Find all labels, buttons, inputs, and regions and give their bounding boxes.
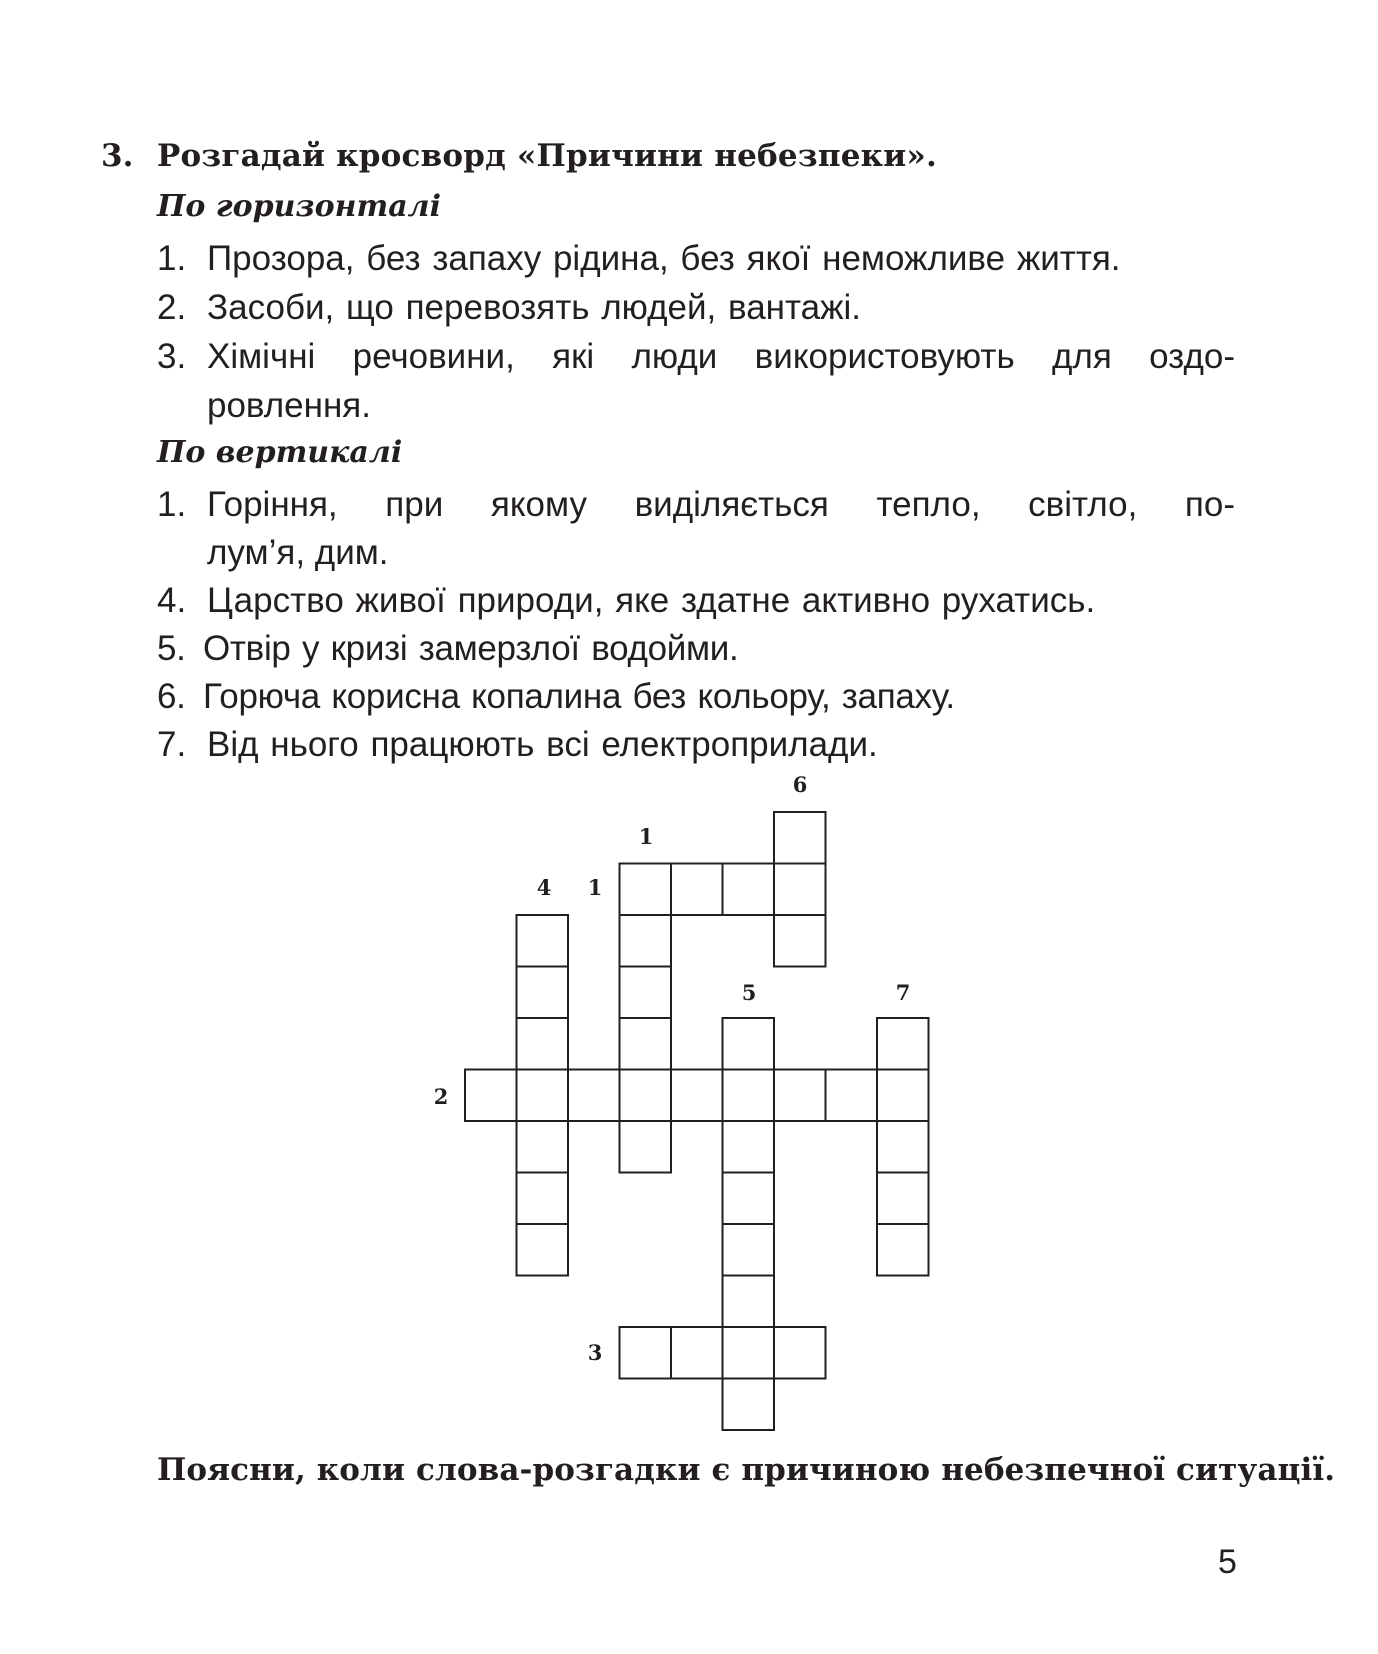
crossword-cell[interactable] <box>517 1018 569 1070</box>
crossword-cell[interactable] <box>568 1070 620 1122</box>
crossword-cell[interactable] <box>774 1070 826 1122</box>
label-5: 5 <box>741 980 757 1005</box>
crossword-cell[interactable] <box>877 1018 929 1070</box>
crossword-cell[interactable] <box>877 1224 929 1276</box>
crossword-cell[interactable] <box>620 1070 672 1122</box>
clue-text: Горюча корисна копалина без кольору, запаху. <box>203 677 955 716</box>
label-3: 3 <box>587 1340 603 1365</box>
clue-text: Хімічні речовини, які люди використовують для оздо- <box>207 337 1235 376</box>
clue-number: 1. <box>157 239 187 278</box>
clue-text: Прозора, без запаху рідина, без якої неможливе життя. <box>207 239 1121 278</box>
crossword-cells <box>465 812 929 1430</box>
label-1-vertical: 1 <box>638 824 654 849</box>
crossword-cell[interactable] <box>826 1070 878 1122</box>
crossword-cell[interactable] <box>620 864 672 916</box>
clue-text: Отвір у кризі замерзлої водойми. <box>203 629 739 668</box>
label-2: 2 <box>433 1084 449 1109</box>
crossword-cell[interactable] <box>723 1018 775 1070</box>
crossword-cell[interactable] <box>465 1070 517 1122</box>
crossword-cell[interactable] <box>517 1224 569 1276</box>
label-6: 6 <box>792 772 808 797</box>
clue-number: 5. <box>157 629 186 668</box>
crossword-cell[interactable] <box>671 864 723 916</box>
crossword-cell[interactable] <box>671 1327 723 1379</box>
page-number: 5 <box>1218 1543 1237 1581</box>
crossword-cell[interactable] <box>877 1121 929 1173</box>
footer-question: Поясни, коли слова-розгадки є причиною небезпечної ситуації. <box>157 1452 1336 1488</box>
crossword-cell[interactable] <box>620 1121 672 1173</box>
label-1-horizontal: 1 <box>587 875 603 900</box>
crossword-cell[interactable] <box>774 864 826 916</box>
horizontal-heading: По горизонталі <box>157 189 442 224</box>
crossword-cell[interactable] <box>723 1173 775 1225</box>
clue-number: 7. <box>157 725 187 764</box>
crossword-cell[interactable] <box>517 1070 569 1122</box>
crossword-cell[interactable] <box>671 1070 723 1122</box>
clue-number: 6. <box>157 677 186 716</box>
task-number: 3. <box>101 138 134 174</box>
crossword-cell[interactable] <box>723 1276 775 1328</box>
clue-number: 1. <box>157 485 187 524</box>
crossword-cell[interactable] <box>517 915 569 967</box>
crossword-cell[interactable] <box>723 1327 775 1379</box>
crossword-cell[interactable] <box>877 1070 929 1122</box>
clue-text: Царство живої природи, яке здатне активно рухатись. <box>207 581 1096 620</box>
clue-number: 2. <box>157 288 187 327</box>
crossword-cell[interactable] <box>517 1173 569 1225</box>
crossword-cell[interactable] <box>620 967 672 1019</box>
task-title: Розгадай кросворд «Причини небезпеки». <box>157 138 937 174</box>
vertical-clue-1-continuation: лум’я, дим. <box>207 533 389 572</box>
crossword-cell[interactable] <box>620 1018 672 1070</box>
crossword-cell[interactable] <box>517 967 569 1019</box>
clue-text: Горіння, при якому виділяється тепло, світло, по- <box>207 485 1235 524</box>
crossword-cell[interactable] <box>723 1121 775 1173</box>
crossword-cell[interactable] <box>517 1121 569 1173</box>
crossword-cell[interactable] <box>620 915 672 967</box>
crossword-cell[interactable] <box>723 864 775 916</box>
crossword-cell[interactable] <box>774 915 826 967</box>
crossword-cell[interactable] <box>723 1379 775 1431</box>
label-7: 7 <box>895 980 911 1005</box>
crossword-cell[interactable] <box>723 1070 775 1122</box>
label-4: 4 <box>536 875 552 900</box>
horizontal-clue-3-continuation: ровлення. <box>207 386 371 425</box>
clue-text: Засоби, що перевозять людей, вантажі. <box>207 288 862 327</box>
crossword-cell[interactable] <box>620 1327 672 1379</box>
crossword-cell[interactable] <box>723 1224 775 1276</box>
crossword-cell[interactable] <box>774 1327 826 1379</box>
vertical-heading: По вертикалі <box>157 435 403 470</box>
crossword-cell[interactable] <box>774 812 826 864</box>
clue-number: 4. <box>157 581 187 620</box>
clue-number: 3. <box>157 337 187 376</box>
crossword-cell[interactable] <box>877 1173 929 1225</box>
clue-text: Від нього працюють всі електроприлади. <box>207 725 878 764</box>
